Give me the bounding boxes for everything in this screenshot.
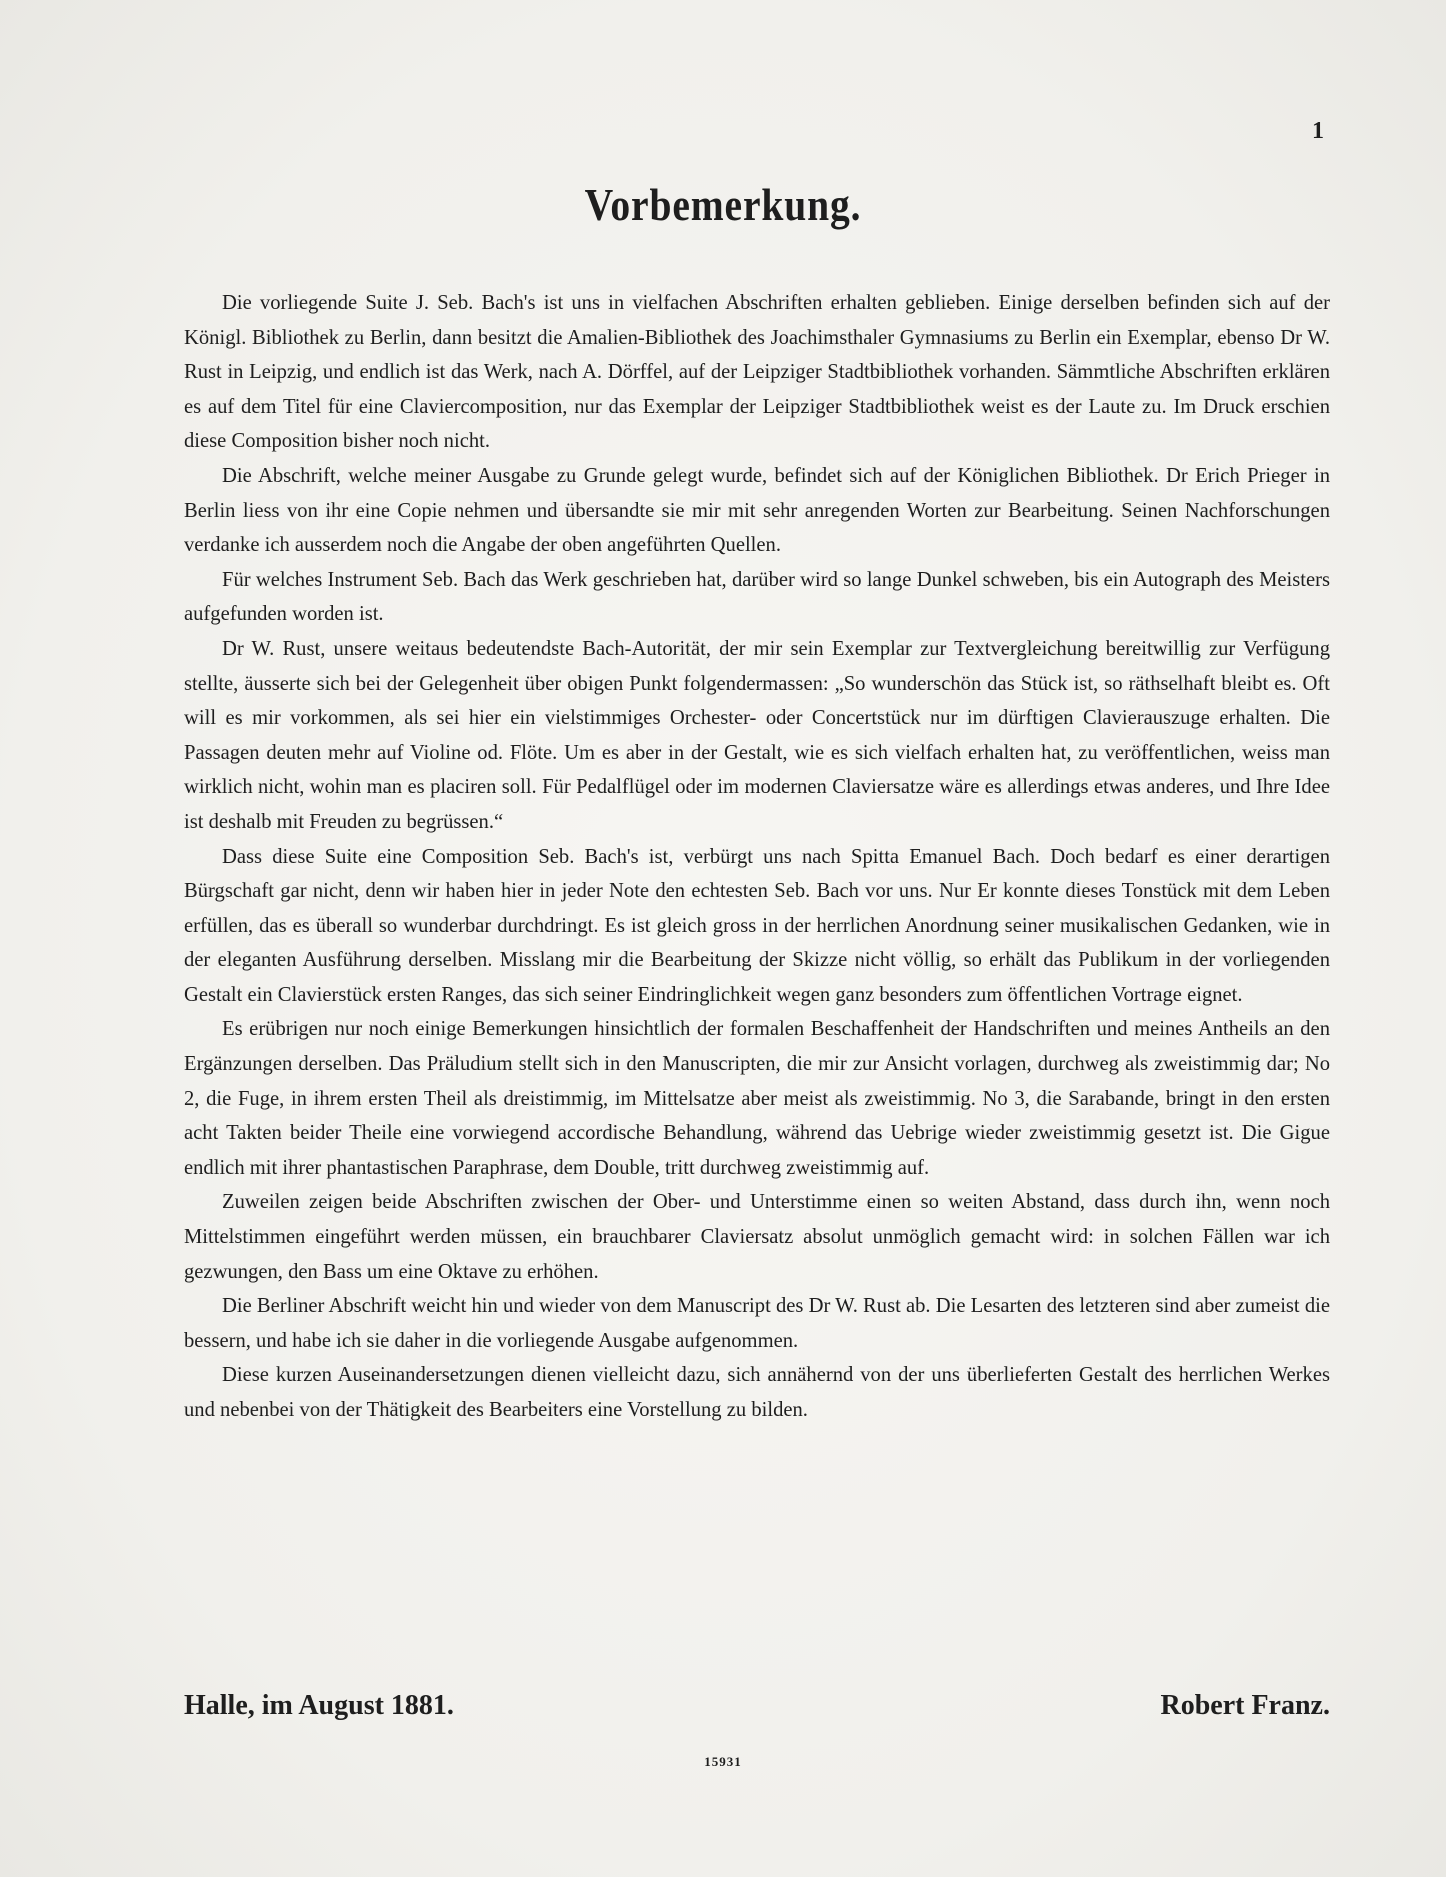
page-number: 1	[1312, 118, 1324, 144]
paragraph-6: Es erübrigen nur noch einige Bemerkungen hinsichtlich der formalen Beschaffenheit der Handschriften und meines Antheils an den Ergänzungen derselben. Das Präludium stellt sich in den Manuscripten, die mir zur Ansicht vorlagen, durchweg als zweistimmig dar; No 2, die Fuge, in ihrem ersten Theil als dreistimmig, im Mittelsatze aber meist als zweistimmig. No 3, die Sarabande, bringt in den ersten acht Takten beider Theile eine vorwiegend accordische Behandlung, während das Uebrige wieder zweistimmig gesetzt ist. Die Gigue endlich mit ihrer phantastischen Paraphrase, dem Double, tritt durchweg zweistimmig auf.	[184, 1018, 1330, 1179]
paragraph-2: Die Abschrift, welche meiner Ausgabe zu Grunde gelegt wurde, befindet sich auf der Königlichen Bibliothek. Dr Erich Prieger in Berlin liess von ihr eine Copie nehmen und übersandte sie mir mit sehr anregenden Worten zur Bearbeitung. Seinen Nachforschungen verdanke ich ausserdem noch die Angabe der oben angeführten Quellen.	[184, 464, 1330, 557]
preface-body	[184, 286, 1330, 1428]
paragraph-9: Diese kurzen Auseinandersetzungen dienen vielleicht dazu, sich annähernd von der uns überlieferten Gestalt des herrlichen Werkes und nebenbei von der Thätigkeit des Bearbeiters eine Vorstellung zu bilden.	[184, 1364, 1330, 1421]
paragraph-8: Die Berliner Abschrift weicht hin und wieder von dem Manuscript des Dr W. Rust ab. Die Lesarten des letzteren sind aber zumeist die bessern, und habe ich sie daher in die vorliegende Ausgabe aufgenommen.	[184, 1295, 1330, 1352]
paragraph-1: Die vorliegende Suite J. Seb. Bach's ist uns in vielfachen Abschriften erhalten geblieben. Einige derselben befinden sich auf der Königl. Bibliothek zu Berlin, dann besitzt die Amalien-Bibliothek des Joachimsthaler Gymnasiums zu Berlin ein Exemplar, ebenso Dr W. Rust in Leipzig, und endlich ist das Werk, nach A. Dörffel, auf der Leipziger Stadtbibliothek vorhanden. Sämmtliche Abschriften erklären es auf dem Titel für eine Claviercomposition, nur das Exemplar der Leipziger Stadtbibliothek weist es der Laute zu. Im Druck erschien diese Composition bisher noch nicht.	[184, 292, 1330, 453]
author-name: Robert Franz.	[1160, 1690, 1330, 1721]
paragraph-4: Dr W. Rust, unsere weitaus bedeutendste Bach-Autorität, der mir sein Exemplar zur Textvergleichung bereitwillig zur Verfügung stellte, äusserte sich bei der Gelegenheit über obigen Punkt folgendermassen: „So wunderschön das Stück ist, so räthselhaft bleibt es. Oft will es mir vorkommen, als sei hier ein vielstimmiges Orchester- oder Concertstück nur im dürftigen Clavierauszuge erhalten. Die Passagen deuten mehr auf Violine od. Flöte. Um es aber in der Gestalt, wie es sich vielfach erhalten hat, zu veröffentlichen, weiss man wirklich nicht, wohin man es placiren soll. Für Pedalflügel oder im modernen Claviersatze wäre es allerdings etwas anderes, und Ihre Idee ist deshalb mit Freuden zu begrüssen.“	[184, 637, 1330, 833]
paragraph-5: Dass diese Suite eine Composition Seb. Bach's ist, verbürgt uns nach Spitta Emanuel Bach. Doch bedarf es einer derartigen Bürgschaft gar nicht, denn wir haben hier in jeder Note den echtesten Seb. Bach vor uns. Nur Er konnte dieses Tonstück mit dem Leben erfüllen, das es überall so wunderbar durchdringt. Es ist gleich gross in der herrlichen Anordnung seiner musikalischen Gedanken, wie in der eleganten Ausführung derselben. Misslang mir die Bearbeitung der Skizze nicht völlig, so erhält das Publikum in der vorliegenden Gestalt ein Clavierstück ersten Ranges, das sich seiner Eindringlichkeit wegen ganz besonders zum öffentlichen Vortrage eignet.	[184, 845, 1330, 1006]
plate-number: 15931	[704, 1754, 742, 1769]
page-title: Vorbemerkung.	[584, 179, 862, 230]
paragraph-7: Zuweilen zeigen beide Abschriften zwischen der Ober- und Unterstimme einen so weiten Abstand, dass durch ihn, wenn noch Mittelstimmen eingeführt werden müssen, ein brauchbarer Claviersatz absolut unmöglich gemacht wird: in solchen Fällen war ich gezwungen, den Bass um eine Oktave zu erhöhen.	[184, 1191, 1330, 1283]
paragraph-3: Für welches Instrument Seb. Bach das Werk geschrieben hat, darüber wird so lange Dunkel schweben, bis ein Autograph des Meisters aufgefunden worden ist.	[184, 568, 1330, 626]
place-date: Halle, im August 1881.	[184, 1690, 454, 1721]
